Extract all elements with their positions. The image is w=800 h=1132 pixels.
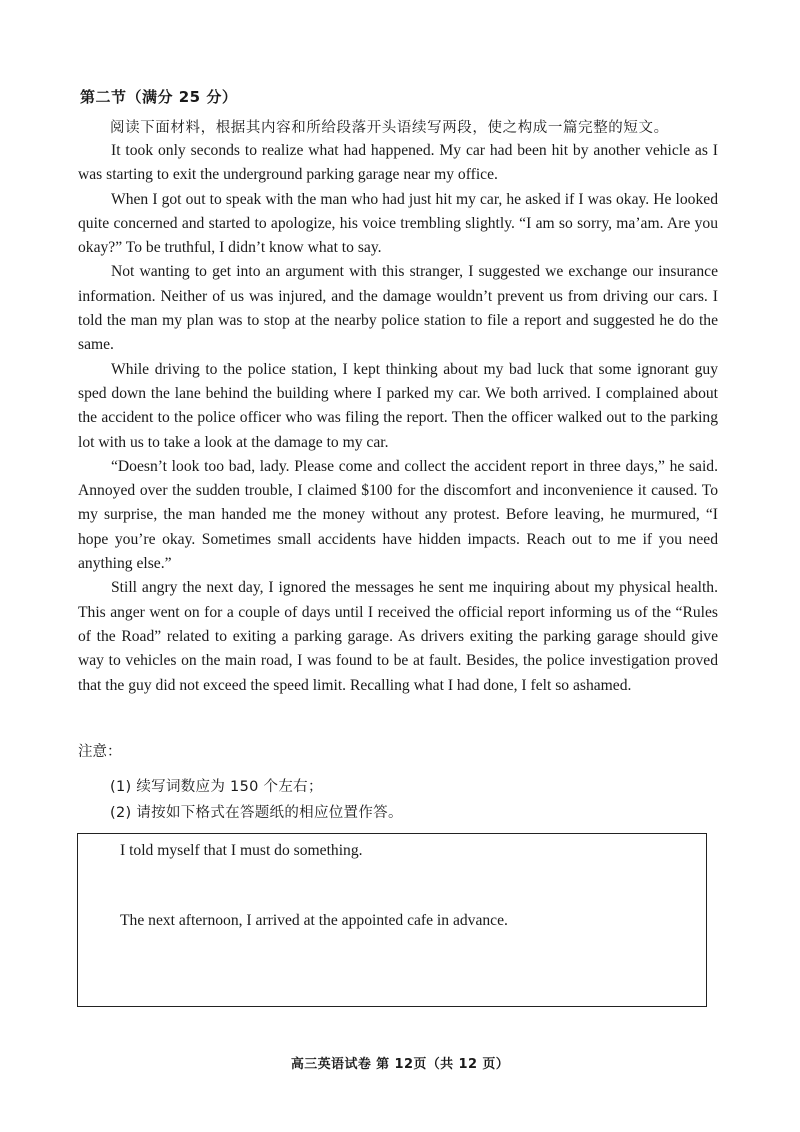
reading-passage (78, 139, 718, 698)
section-title: 第二节（满分 25 分） (80, 88, 238, 106)
paragraph-opening-1: I told myself that I must do something. (120, 842, 363, 859)
passage-paragraph: Not wanting to get into an argument with this stranger, I suggested we exchange our insurance information. Neither of us was injured, and the damage wouldn’t prevent us from driving our cars. I told the man my plan was to stop at the nearby police station to file a report and suggested he do the same. (78, 263, 718, 354)
note-item: (2) 请按如下格式在答题纸的相应位置作答。 (110, 805, 403, 821)
answer-format-box (77, 833, 707, 1007)
passage-paragraph: When I got out to speak with the man who had just hit my car, he asked if I was okay. He looked quite concerned and started to apologize, his voice trembling slightly. “I am so sorry, ma’am. Are you okay?” To be truthful, I didn’t know what to say. (78, 190, 718, 257)
page-footer: 高三英语试卷 第 12页（共 12 页） (290, 1057, 510, 1072)
passage-paragraph: “Doesn’t look too bad, lady. Please come and collect the accident report in three days,” he said. Annoyed over the sudden trouble, I claimed $100 for the discomfort and inconvenience it caused. To my surprise, the man handed me the money without any protest. Before leaving, he murmured, “I hope you’re okay. Sometimes small accidents have hidden impacts. Reach out to me if you need anything else.” (78, 457, 718, 573)
section-instruction: 阅读下面材料，根据其内容和所给段落开头语续写两段，使之构成一篇完整的短文。 (110, 120, 669, 136)
passage-paragraph: Still angry the next day, I ignored the messages he sent me inquiring about my physical health. This anger went on for a couple of days until I received the official report informing us of the “Rules of the Road” related to exiting a parking garage. As drivers exiting the parking garage should give way to vehicles on the main road, I was found to be at fault. Besides, the police investigation proved that the guy did not exceed the speed limit. Recalling what I had done, I felt so ashamed. (78, 579, 718, 694)
notes-label: 注意： (78, 744, 122, 760)
passage-paragraph: It took only seconds to realize what had happened. My car had been hit by another vehicle as I was starting to exit the underground parking garage near my office. (78, 142, 718, 184)
paragraph-opening-2: The next afternoon, I arrived at the appointed cafe in advance. (120, 912, 508, 929)
note-item: (1) 续写词数应为 150 个左右； (110, 779, 323, 795)
passage-paragraph: While driving to the police station, I kept thinking about my bad luck that some ignorant guy sped down the lane behind the building where I parked my car. We both arrived. I complained about the accident to the police officer who was filing the report. Then the officer walked out to the parking lot with us to take a look at the damage to my car. (78, 360, 718, 451)
